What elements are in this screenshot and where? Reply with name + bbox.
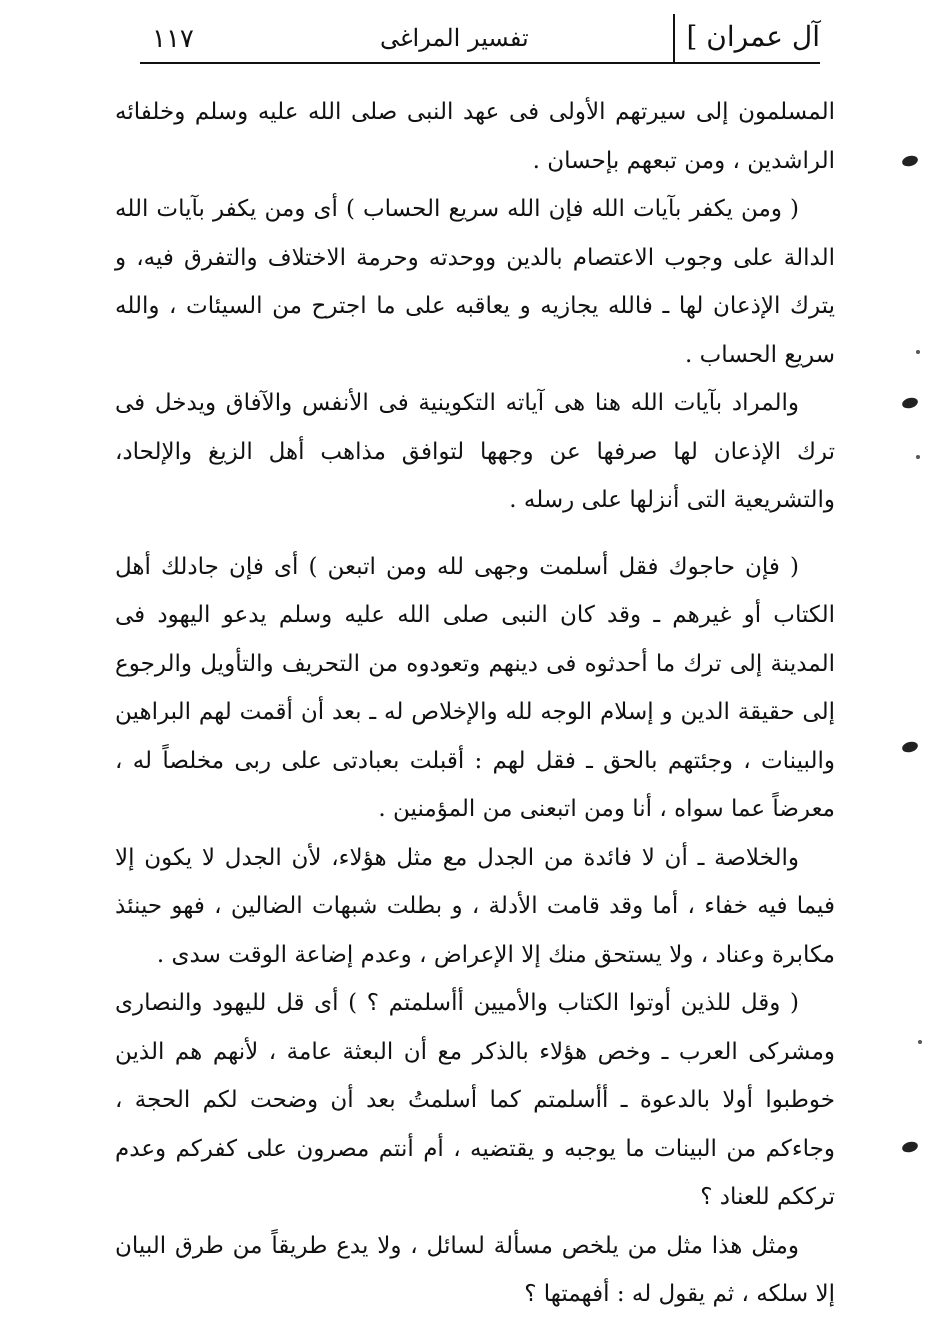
margin-marks: [880, 0, 925, 1308]
paragraph: ( وقل للذين أوتوا الكتاب والأميين أأسلمتم ؟ ) أى قل لليهود والنصارى ومشركى العرب ـ وخص هؤلاء بالذكر مع أن البعثة عامة ، لأنهم هم الذين خوطبوا أولا بالدعوة ـ أأسلمتم كما أسلمتُ بعد أن وضحت لكم الحجة ، وجاءكم من البينات ما يوجبه و يقتضيه ، أم أنتم مصرون على كفركم وعدم ترككم للعناد ؟: [115, 990, 835, 1210]
paragraph: المسلمون إلى سيرتهم الأولى فى عهد النبى صلى الله عليه وسلم وخلفائه الراشدين ، ومن تبعهم بإحسان .: [115, 99, 835, 174]
ink-speck: [918, 1040, 922, 1044]
header-bracket: [673, 14, 675, 62]
page-number: ١١٧: [152, 24, 194, 54]
header-rule: [140, 62, 820, 64]
paragraph: ( فإن حاجوك فقل أسلمت وجهى لله ومن اتبعن ) أى فإن جادلك أهل الكتاب أو غيرهم ـ وقد كان النبى صلى الله عليه وسلم يدعو اليهود فى المدينة إلى ترك ما أحدثوه فى دينهم وتعودوه من التحريف والتأويل والرجوع إلى حقيقة الدين و إسلام الوجه لله والإخلاص له ـ بعد أن أقمت لهم البراهين والبينات ، وجئتهم بالحق ـ فقل لهم : أقبلت بعبادتى على ربى مخلصاً له ، معرضاً عما سواه ، أنا ومن اتبعنى من المؤمنين .: [115, 553, 835, 822]
paragraph: ( ومن يكفر بآيات الله فإن الله سريع الحساب ) أى ومن يكفر بآيات الله الدالة على وجوب الاعتصام بالدين ووحدته وحرمة الاختلاف والتفرق فيه، و يترك الإذعان لها ـ فالله يجازيه و يعاقبه على ما اجترح من السيئات ، والله سريع الحساب .: [115, 196, 835, 368]
surah-name: آل عمران ]: [686, 20, 820, 53]
ink-blot: [901, 396, 919, 410]
ink-speck: [916, 455, 920, 459]
body-text: [115, 88, 835, 1319]
ink-speck: [916, 350, 920, 354]
paragraph: والمراد بآيات الله هنا هى آياته التكوينية فى الأنفس والآفاق ويدخل فى ترك الإذعان لها صرفها عن وجهها لتوافق مذاهب أهل الزيغ والإلحاد، والتشريعية التى أنزلها على رسله .: [115, 390, 835, 513]
paragraph: والخلاصة ـ أن لا فائدة من الجدل مع مثل هؤلاء، لأن الجدل لا يكون إلا فيما فيه خفاء ، أما وقد قامت الأدلة ، و بطلت شبهات الضالين ، فهو حينئذ مكابرة وعناد ، ولا يستحق منك إلا الإعراض ، وعدم إضاعة الوقت سدى .: [115, 844, 835, 968]
page-header: [140, 14, 820, 64]
ink-blot: [901, 1140, 919, 1154]
book-title: تفسير المراغى: [380, 24, 529, 52]
paragraph: ومثل هذا مثل من يلخص مسألة لسائل ، ولا يدع طريقاً من طرق البيان إلا سلكه ، ثم يقول له : أفهمتها ؟: [115, 1232, 835, 1307]
ink-blot: [901, 154, 919, 168]
ink-blot: [901, 740, 919, 754]
